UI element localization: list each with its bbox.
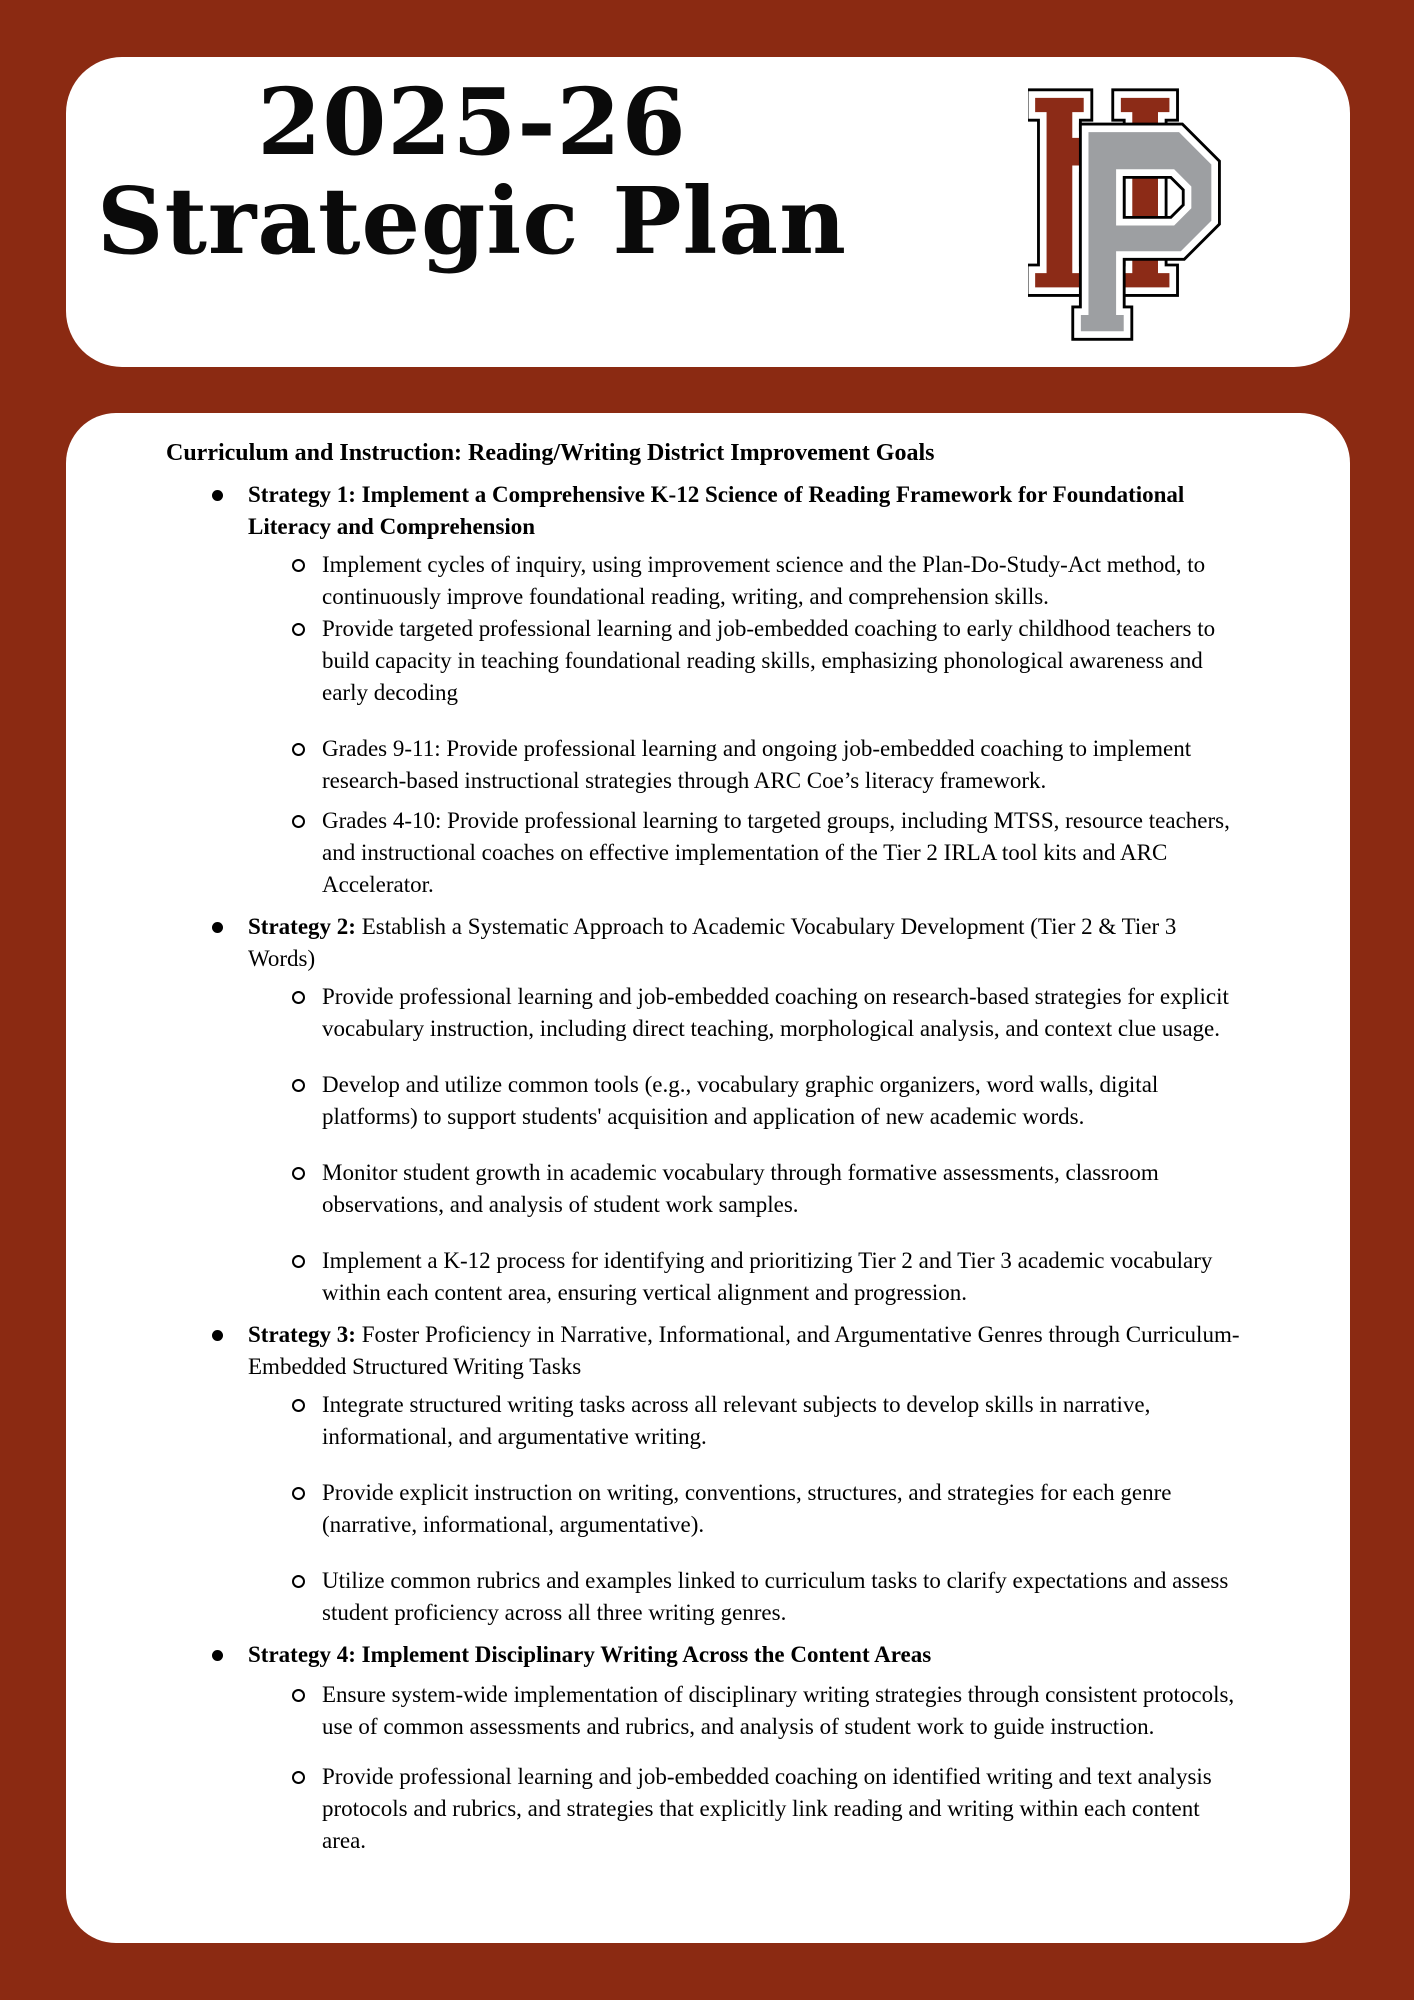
bullet-disc-icon [212, 922, 223, 933]
sub-item-text: Provide explicit instruction on writing, conventions, structures, and strategies for each genre (narrative, informational, argumentative). [322, 1480, 1172, 1537]
hp-monogram-logo-icon [1028, 85, 1228, 345]
bullet-circle-icon [292, 1167, 305, 1180]
bullet-disc-icon [212, 1330, 223, 1341]
sub-item-text: Integrate structured writing tasks across all relevant subjects to develop skills in narrative, informational, and argumentative writing. [322, 1392, 1151, 1449]
sub-item-text: Implement a K-12 process for identifying and prioritizing Tier 2 and Tier 3 academic vocabulary within each content area, ensuring vertical alignment and progression. [322, 1248, 1213, 1305]
strategy-2-text: Establish a Systematic Approach to Academic Vocabulary Development (Tier 2 & Tier 3 Words) [248, 914, 1177, 971]
bullet-circle-icon [292, 1079, 305, 1092]
title-year: 2025-26 [257, 68, 687, 176]
strategy-3-text: Foster Proficiency in Narrative, Informational, and Argumentative Genres through Curriculum-Embedded Structured Writing Tasks [248, 1322, 1240, 1379]
page-title [66, 57, 1028, 275]
sub-item-text: Provide professional learning and job-embedded coaching on identified writing and text analysis protocols and rubrics, and strategies that explicitly link reading and writing within each content area. [322, 1764, 1212, 1853]
sub-item [248, 1245, 1245, 1309]
sub-item [248, 1477, 1245, 1541]
sub-item [248, 1565, 1245, 1629]
strategy-4-sublist [248, 1679, 1245, 1857]
sub-item [248, 1069, 1245, 1133]
sub-item [248, 549, 1245, 613]
sub-item-text: Grades 9-11: Provide professional learning and ongoing job-embedded coaching to implement research-based instructional strategies through ARC Coe’s literacy framework. [322, 736, 1192, 793]
sub-item-text: Ensure system-wide implementation of disciplinary writing strategies through consistent protocols, use of common assessments and rubrics, and analysis of student work to guide instruction. [322, 1682, 1235, 1739]
sub-item-text: Monitor student growth in academic vocabulary through formative assessments, classroom observations, and analysis of student work samples. [322, 1160, 1159, 1217]
sub-item [248, 1157, 1245, 1221]
strategy-item-1 [166, 479, 1245, 901]
sub-item-text: Utilize common rubrics and examples linked to curriculum tasks to clarify expectations and assess student proficiency across all three writing genres. [322, 1568, 1229, 1625]
bullet-circle-icon [292, 1399, 305, 1412]
sub-item-text: Provide professional learning and job-embedded coaching on research-based strategies for explicit vocabulary instruction, including direct teaching, morphological analysis, and context clue usage. [322, 984, 1229, 1041]
sub-item-text: Develop and utilize common tools (e.g., vocabulary graphic organizers, word walls, digital platforms) to support students' acquisition and application of new academic words. [322, 1072, 1159, 1129]
sub-item [248, 1389, 1245, 1453]
sub-item [248, 1679, 1245, 1743]
strategy-1-sublist [248, 549, 1245, 901]
sub-item-text: Grades 4-10: Provide professional learning to targeted groups, including MTSS, resource teachers, and instructional coaches on effective implementation of the Tier 2 IRLA tool kits and ARC Accelerator. [322, 808, 1230, 897]
sub-item [248, 1761, 1245, 1857]
bullet-circle-icon [292, 991, 305, 1004]
content-card [66, 413, 1350, 1943]
bullet-circle-icon [292, 1255, 305, 1268]
strategy-item-3 [166, 1319, 1245, 1629]
bullet-circle-icon [292, 559, 305, 572]
header-card [66, 57, 1350, 367]
strategy-1-label: Strategy 1: Implement a Comprehensive K-12 Science of Reading Framework for Foundational Literacy and Comprehension [248, 482, 1185, 539]
bullet-circle-icon [292, 1575, 305, 1588]
sub-item-text: Provide targeted professional learning and job-embedded coaching to early childhood teachers to build capacity in teaching foundational reading skills, emphasizing phonological awareness and early decoding [322, 616, 1216, 705]
bullet-circle-icon [292, 815, 305, 828]
bullet-disc-icon [212, 1650, 223, 1661]
title-text: Strategic Plan [97, 167, 847, 275]
strategy-item-4 [166, 1639, 1245, 1857]
strategy-4-label: Strategy 4: Implement Disciplinary Writing Across the Content Areas [248, 1642, 932, 1667]
bullet-circle-icon [292, 1771, 305, 1784]
bullet-circle-icon [292, 743, 305, 756]
sub-item-text: Implement cycles of inquiry, using improvement science and the Plan-Do-Study-Act method, to continuously improve foundational reading, writing, and comprehension skills. [322, 552, 1206, 609]
strategy-2-label: Strategy 2: [248, 914, 356, 939]
strategy-list [166, 479, 1245, 1857]
sub-item [248, 733, 1245, 797]
strategy-2-sublist [248, 981, 1245, 1309]
sub-item [248, 805, 1245, 901]
strategy-3-sublist [248, 1389, 1245, 1629]
section-heading: Curriculum and Instruction: Reading/Writing District Improvement Goals [166, 440, 935, 466]
strategy-3-label: Strategy 3: [248, 1322, 356, 1347]
bullet-circle-icon [292, 1487, 305, 1500]
bullet-disc-icon [212, 490, 223, 501]
p-letter-shape [1078, 129, 1215, 335]
bullet-circle-icon [292, 1689, 305, 1702]
sub-item [248, 613, 1245, 709]
sub-item [248, 981, 1245, 1045]
bullet-circle-icon [292, 623, 305, 636]
strategy-item-2 [166, 911, 1245, 1309]
